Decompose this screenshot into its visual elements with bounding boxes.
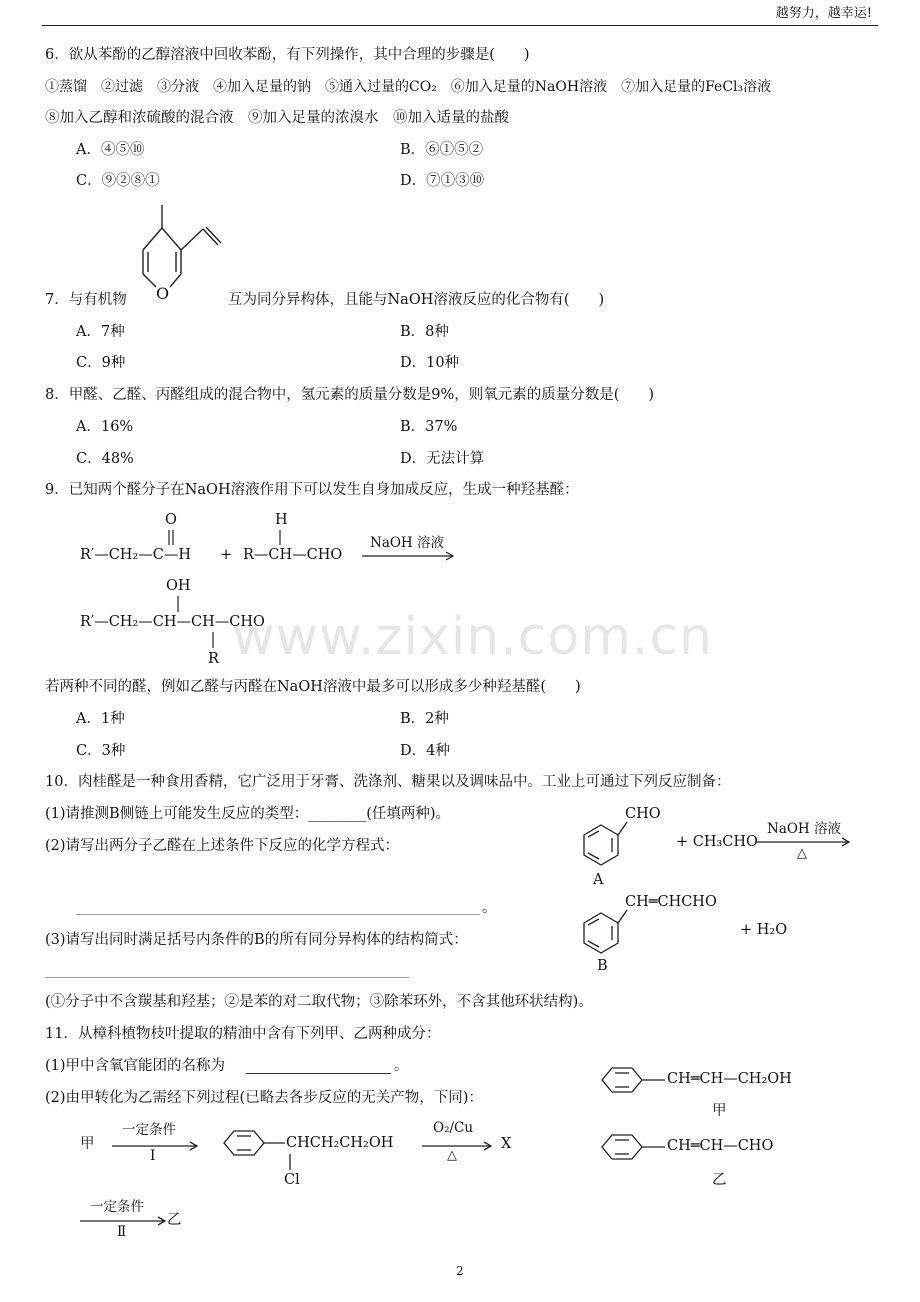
q8-option-a: A．16% (76, 419, 134, 435)
q9-question: 若两种不同的醛，例如乙醛与丙醛在NaOH溶液中最多可以形成多少种羟基醛( ) (45, 679, 581, 695)
q6-option-c: C．⑨②⑧① (76, 173, 160, 189)
q11-step1-bottom: Ⅰ (150, 1148, 156, 1164)
q9-product-r: R (208, 651, 219, 667)
q9-option-b: B．2种 (400, 711, 449, 727)
q11-x: X (501, 1136, 512, 1152)
q9-plus: + (220, 547, 233, 563)
q7-option-d: D．10种 (400, 355, 460, 371)
q8-option-c: C．48% (76, 451, 134, 467)
q11-part1-end: 。 (394, 1058, 409, 1074)
q11-intermediate-cl: Cl (284, 1172, 300, 1188)
q7-ring-oxygen: O (156, 284, 170, 303)
q9-reactant1-oxygen: O (165, 512, 177, 528)
q9-option-c: C．3种 (76, 743, 126, 759)
q9-product: R′—CH₂—CH—CH—CHO (80, 614, 265, 630)
q11-yi-formula: CH═CH—CHO (667, 1138, 774, 1154)
q6-option-d: D．⑦①③⑩ (400, 173, 485, 189)
q8-option-b: B．37% (400, 419, 458, 435)
q7-option-a: A．7种 (76, 324, 125, 340)
q7-stem-pre: 7．与有机物 (45, 292, 127, 308)
q10-reagent: + CH₃CHO (676, 834, 758, 850)
q11-intermediate: CHCH₂CH₂OH (286, 1135, 394, 1151)
q10-part2: (2)请写出两分子乙醛在上述条件下反应的化学方程式： (45, 838, 400, 854)
q11-stem: 11．从樟科植物枝叶提取的精油中含有下列甲、乙两种成分： (45, 1026, 441, 1042)
q10-b-group: CH═CHCHO (625, 894, 717, 910)
q6-stem: 6．欲从苯酚的乙醇溶液中回收苯酚，有下列操作，其中合理的步骤是( ) (45, 47, 530, 63)
q6-option-b: B．⑥①⑤② (400, 142, 484, 158)
q11-jia-formula: CH═CH—CH₂OH (667, 1071, 792, 1087)
q10-stem: 10．肉桂醛是一种食用香精，它广泛用于牙膏、洗涤剂、糖果以及调味品中。工业上可通过下列反应制备： (45, 774, 731, 790)
page-number: 2 (456, 1264, 464, 1278)
q10-a-label: A (593, 872, 604, 888)
q10-part2-end: 。 (482, 900, 497, 916)
q10-part1: (1)请推测B侧链上可能发生反应的类型：________(任填两种)。 (45, 806, 451, 822)
q9-reactant1: R′—CH₂—C—H (80, 547, 192, 563)
q11-part2: (2)由甲转化为乙需经下列过程(已略去各步反应的无关产物，下同)： (45, 1090, 483, 1106)
q11-final: 乙 (167, 1212, 182, 1228)
q11-part1-pre: (1)甲中含氧官能团的名称为 (45, 1058, 226, 1074)
q10-water: + H₂O (740, 922, 788, 938)
q7-option-b: B．8种 (400, 324, 449, 340)
q11-yi-label: 乙 (712, 1172, 727, 1188)
q10-part3-conditions: (①分子中不含羰基和羟基；②是苯的对二取代物；③除苯环外，不含其他环状结构)。 (45, 994, 593, 1010)
q9-reactant2: R—CH—CHO (243, 547, 343, 563)
q11-step2-bottom: △ (447, 1148, 457, 1163)
q11-step1-top: 一定条件 (122, 1122, 176, 1138)
q6-ops-line1: ①蒸馏 ②过滤 ③分液 ④加入足量的钠 ⑤通入过量的CO₂ ⑥加入足量的NaOH溶液 ⑦加入足量的FeCl₃溶液 (45, 79, 772, 95)
q10-condition-top: NaOH 溶液 (767, 821, 841, 837)
q11-step2-top: O₂/Cu (433, 1120, 474, 1136)
q8-stem: 8．甲醛、乙醛、丙醛组成的混合物中，氢元素的质量分数是9%，则氧元素的质量分数是( ) (45, 387, 655, 403)
q10-a-group: CHO (625, 806, 661, 822)
q9-option-a: A．1种 (76, 711, 125, 727)
watermark: www.zixin.com.cn (232, 607, 713, 667)
q10-condition-bottom: △ (797, 846, 807, 861)
q10-b-label: B (597, 958, 608, 974)
q8-option-d: D．无法计算 (400, 451, 485, 467)
q11-start: 甲 (80, 1136, 95, 1152)
q9-condition: NaOH 溶液 (370, 535, 444, 551)
q10-part3: (3)请写出同时满足括号内条件的B的所有同分异构体的结构简式： (45, 932, 468, 948)
q9-option-d: D．4种 (400, 743, 450, 759)
header-motto: 越努力，越幸运! (775, 6, 872, 21)
q11-step3-top: 一定条件 (90, 1199, 144, 1215)
q11-jia-label: 甲 (712, 1103, 727, 1119)
q6-ops-line2: ⑧加入乙醇和浓硫酸的混合液 ⑨加入足量的浓溴水 ⑩加入适量的盐酸 (45, 110, 509, 126)
q11-step3-bottom: Ⅱ (117, 1224, 127, 1240)
q7-stem-post: 互为同分异构体，且能与NaOH溶液反应的化合物有( ) (228, 292, 605, 308)
q9-product-oh: OH (166, 578, 191, 594)
q7-option-c: C．9种 (76, 355, 126, 371)
q6-option-a: A．④⑤⑩ (76, 142, 145, 158)
q9-stem: 9．已知两个醛分子在NaOH溶液作用下可以发生自身加成反应，生成一种羟基醛： (45, 482, 579, 498)
q9-reactant2-hydrogen: H (275, 512, 288, 528)
